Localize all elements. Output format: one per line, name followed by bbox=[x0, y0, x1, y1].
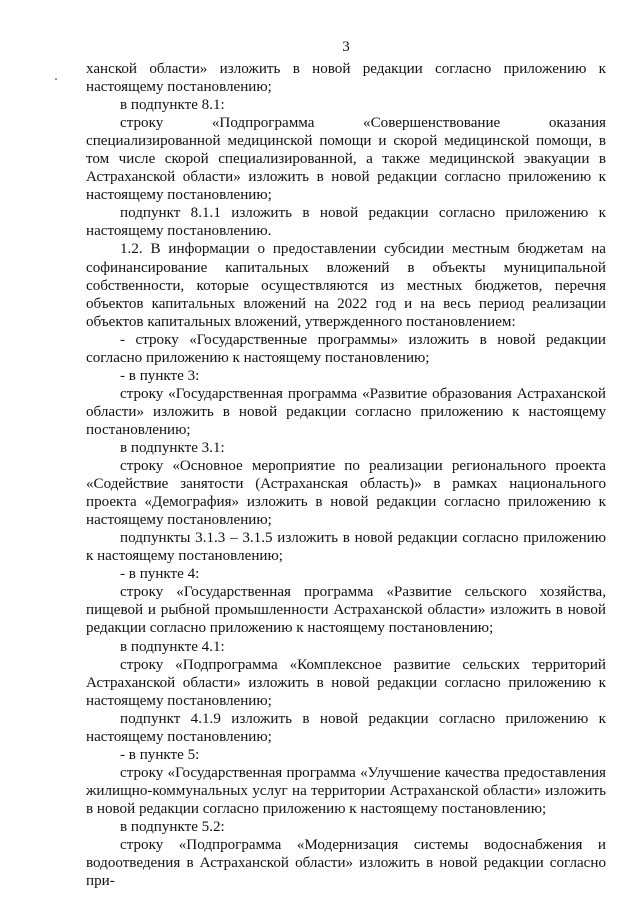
paragraph: подпункт 8.1.1 изложить в новой редакции согласно приложению к настоящему постановлению. bbox=[86, 205, 606, 240]
paragraph: 1.2. В информации о предоставлении субсидии местным бюджетам на софинансирование капитальных вложений в объекты муниципальной собственности, которые осуществляются из местных бюджетов, перечня объектов капитальных вложений на 2022 год и на весь период реализации объектов капитальных вложений, утвержденного постановлением: bbox=[86, 241, 606, 330]
paragraph: в подпункте 4.1: bbox=[120, 638, 225, 655]
paragraph: строку «Подпрограмма «Совершенствование оказания специализированной медицинской помощи и скорой медицинской помощи, в том числе скорой специализированной, а также медицинской эвакуации в Астраханской области» изложить в новой редакции согласно приложению к настоящему постановлению; bbox=[86, 115, 606, 204]
document-body bbox=[86, 60, 606, 890]
paragraph: в подпункте 3.1: bbox=[120, 439, 225, 456]
page-number: 3 bbox=[342, 39, 350, 55]
paragraph: строку «Государственная программа «Улучшение качества предоставления жилищно-коммунальных услуг на территории Астраханской области» изложить в новой редакции согласно приложению к настоящему постановлению; bbox=[86, 764, 606, 817]
paragraph: подпункты 3.1.3 – 3.1.5 изложить в новой редакции согласно приложению к настоящему постановлению; bbox=[86, 530, 606, 565]
paragraph: - в пункте 5: bbox=[120, 746, 200, 763]
paragraph: строку «Государственная программа «Развитие образования Астраханской области» изложить в новой редакции согласно приложению к настоящему постановлению; bbox=[86, 385, 606, 438]
paragraph: подпункт 4.1.9 изложить в новой редакции согласно приложению к настоящему постановлению; bbox=[86, 710, 606, 745]
paragraph: в подпункте 5.2: bbox=[120, 818, 225, 835]
paragraph: строку «Основное мероприятие по реализации регионального проекта «Содействие занятости (Астраханская область)» в рамках национального проекта «Демография» изложить в новой редакции согласно приложению к настоящему постановлению; bbox=[86, 458, 606, 529]
paragraph: в подпункте 8.1: bbox=[120, 97, 225, 114]
paragraph: строку «Подпрограмма «Комплексное развитие сельских территорий Астраханской области» изложить в новой редакции согласно приложению к настоящему постановлению; bbox=[86, 656, 606, 709]
paragraph: - строку «Государственные программы» изложить в новой редакции согласно приложению к настоящему постановлению; bbox=[86, 331, 606, 366]
paragraph: строку «Государственная программа «Развитие сельского хозяйства, пищевой и рыбной промышленности Астраханской области» изложить в новой редакции согласно приложению к настоящему постановлению; bbox=[86, 584, 606, 637]
scan-speck bbox=[55, 78, 57, 80]
paragraph: строку «Подпрограмма «Модернизация системы водоснабжения и водоотведения в Астраханской области» изложить в новой редакции согласно при- bbox=[86, 837, 606, 890]
paragraph: - в пункте 3: bbox=[120, 367, 200, 384]
paragraph: - в пункте 4: bbox=[120, 566, 200, 583]
paragraph: ханской области» изложить в новой редакции согласно приложению к настоящему постановлению; bbox=[86, 61, 606, 96]
